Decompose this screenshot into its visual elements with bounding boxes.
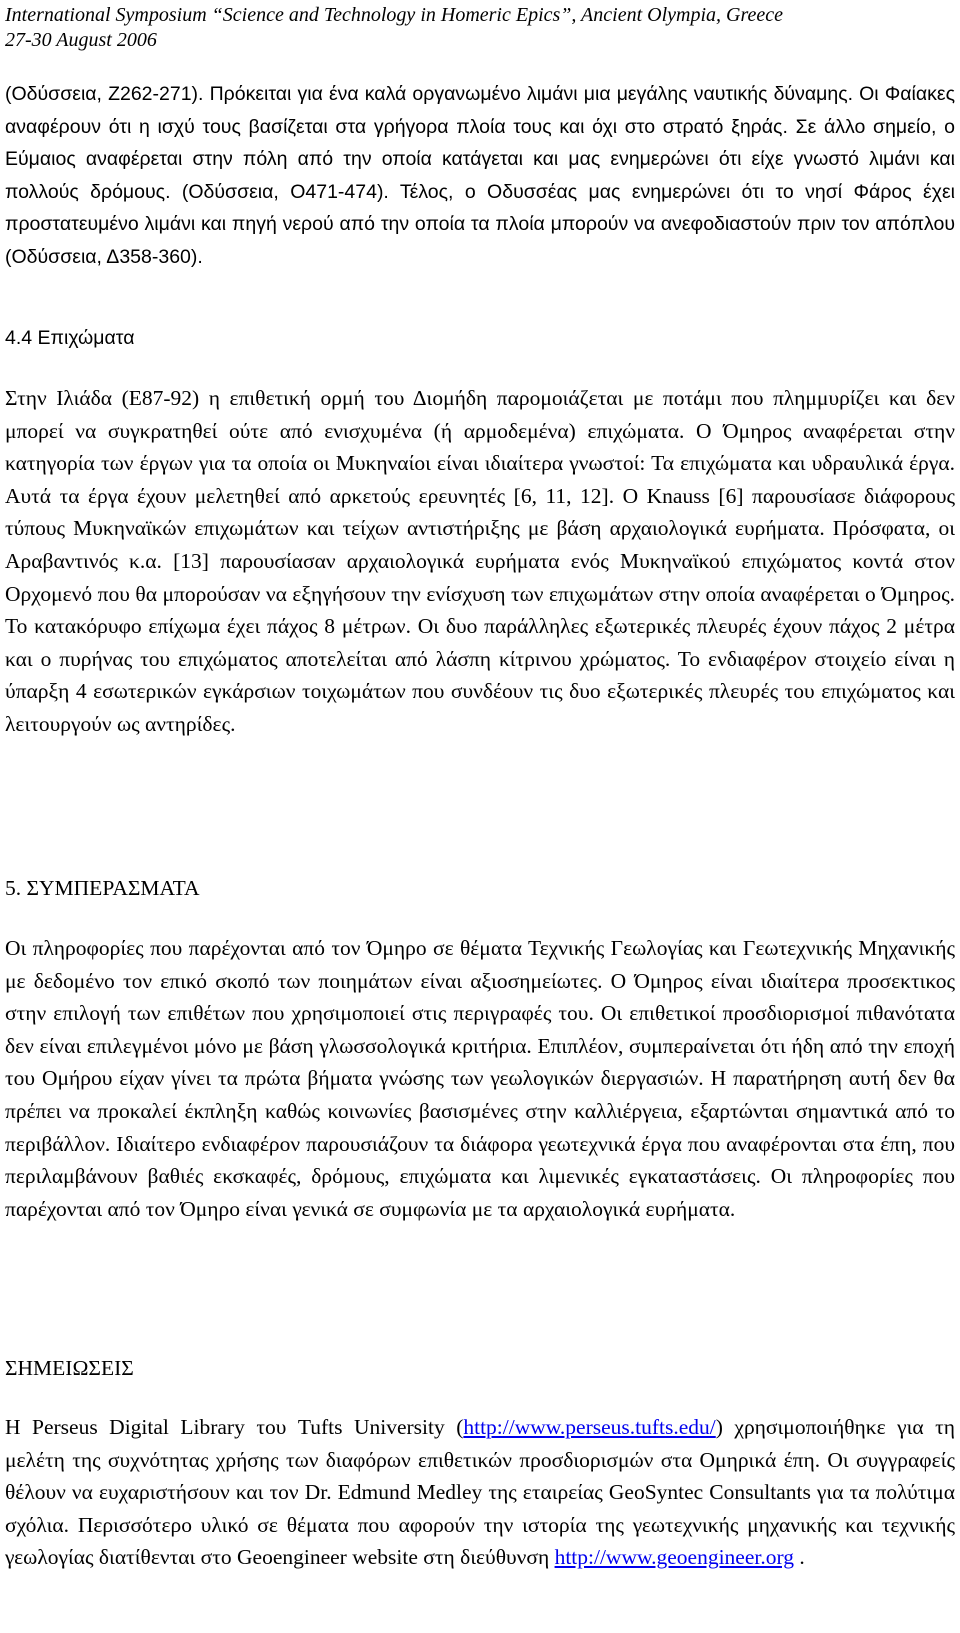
notes-paragraph <box>5 1411 955 1574</box>
document-page <box>5 0 956 1570</box>
notes-text-middle: ) χρησιμοποιήθηκε για τη μελέτη της συχνότητας χρήσης των διαφόρων επιθετικών προσδιορισμών στα Ομηρικά έπη. Οι συγγραφείς θέλουν να ευχαριστήσουν και τον Dr. Edmund Medley της εταιρείας GeoSyntec Consultants για τα πολύτιμα σχόλια. Περισσότερο υλικό σε θέματα που αφορούν την ιστορία της γεωτεχνικής μηχανικής και τεχνικής γεωλογίας διατίθενται στο Geoengineer website στη διεύθυνση <box>5 1415 956 1570</box>
notes-text-start: H Perseus Digital Library του Tufts University ( <box>5 1415 464 1439</box>
header-date-line: 27-30 August 2006 <box>5 29 157 51</box>
geoengineer-link[interactable]: http://www.geoengineer.org <box>554 1545 795 1570</box>
header-conference-line: International Symposium “Science and Technology in Homeric Epics”, Ancient Olympia, Greece <box>5 4 783 26</box>
notes-heading: ΣΗΜΕΙΩΣΕΙΣ <box>5 1356 134 1380</box>
conclusions-heading: 5. ΣΥΜΠΕΡΑΣΜΑΤΑ <box>5 876 200 900</box>
page-header <box>5 3 955 53</box>
section-4-4-paragraph: Στην Ιλιάδα (Ε87-92) η επιθετική ορμή του Διομήδη παρομοιάζεται με ποτάμι που πλημμυρίζει και δεν μπορεί να συγκρατηθεί ούτε από ενισχυμένα (ή αρμοδεμένα) επιχώματα. Ο Όμηρος αναφέρεται στην κατηγορία των έργων για τα οποία οι Μυκηναίοι είναι ιδιαίτερα γνωστοί: Τα επιχώματα και υδραυλικά έργα. Αυτά τα έργα έχουν μελετηθεί από αρκετούς ερευνητές [6, 11, 12]. O Knauss [6] παρουσίασε διάφορους τύπους Μυκηναϊκών επιχωμάτων και τείχων αντιστήριξης με βάση αρχαιολογικά ευρήματα. Πρόσφατα, οι Αραβαντινός κ.α. [13] παρουσίασαν αρχαιολογικά ευρήματα ενός Μυκηναϊκού επιχώματος κοντά στον Ορχομενό που θα μπορούσαν να εξηγήσουν την ενίσχυση των επιχωμάτων στην οποία αναφέρεται ο Όμηρος. Το κατακόρυφο επίχωμα έχει πάχος 8 μέτρων. Οι δυο παράλληλες εξωτερικές πλευρές έχουν πάχος 2 μέτρα και ο πυρήνας του επιχώματος αποτελείται από λάσπη κίτρινου χρώματος. Το ενδιαφέρον στοιχείο είναι η ύπαρξη 4 εσωτερικών εγκάρσιων τοιχωμάτων που συνδέουν τις δυο εξωτερικές πλευρές του επιχώματος και λειτουργούν ως αντηρίδες. <box>5 386 955 736</box>
intro-paragraph: (Οδύσσεια, Ζ262-271). Πρόκειται για ένα καλά οργανωμένο λιμάνι μια μεγάλης ναυτικής δύναμης. Οι Φαίακες αναφέρουν ότι η ισχύ τους βασίζεται στα γρήγορα πλοία τους και όχι στο στρατό ξηράς. Σε άλλο σημείο, ο Εύμαιος αναφέρεται στην πόλη από την οποία κατάγεται και μας ενημερώνει ότι είχε γνωστό λιμάνι και πολλούς δρόμους. (Οδύσσεια, Ο471-474). Τέλος, ο Οδυσσέας μας ενημερώνει ότι το νησί Φάρος έχει προστατευμένο λιμάνι και πηγή νερού από την οποία τα πλοία μπορούν να ανεφοδιαστούν πριν τον απόπλου (Οδύσσεια, Δ358-360). <box>5 83 955 268</box>
conclusions-paragraph: Οι πληροφορίες που παρέχονται από τον Όμηρο σε θέματα Τεχνικής Γεωλογίας και Γεωτεχνικής Μηχανικής με δεδομένο τον επικό σκοπό των ποιημάτων είναι αξιοσημείωτες. Ο Όμηρος είναι ιδιαίτερα προσεκτικος στην επιλογή των επιθέτων που χρησιμοποιεί στις περιγραφές του. Οι επιθετικοί προσδιορισμοί πιθανότατα δεν είναι επιλεγμένοι μόνο με βάση γλωσσολογικά κριτήρια. Επιπλέον, συμπεραίνεται ότι ήδη από την εποχή του Ομήρου είχαν γίνει τα πρώτα βήματα γνώσης των γεωλογικών διεργασιών. Η παρατήρηση αυτή δεν θα πρέπει να προκαλεί έκπληξη καθώς κοινωνίες βασισμένες στην καλλιέργεια, εξαρτώνται σημαντικά από το περιβάλλον. Ιδιαίτερο ενδιαφέρον παρουσιάζουν τα διάφορα γεωτεχνικά έργα που αναφέρονται στα έπη, που περιλαμβάνουν βαθιές εκσκαφές, δρόμους, επιχώματα και λιμενικές εγκαταστάσεις. Οι πληροφορίες που παρέχονται από τον Όμηρο είναι γενικά σε συμφωνία με τα αρχαιολογικά ευρήματα. <box>5 936 955 1221</box>
section-4-4-heading: 4.4 Επιχώματα <box>5 327 135 349</box>
perseus-link[interactable]: http://www.perseus.tufts.edu/ <box>463 1415 716 1439</box>
notes-text-end: . <box>794 1545 805 1570</box>
